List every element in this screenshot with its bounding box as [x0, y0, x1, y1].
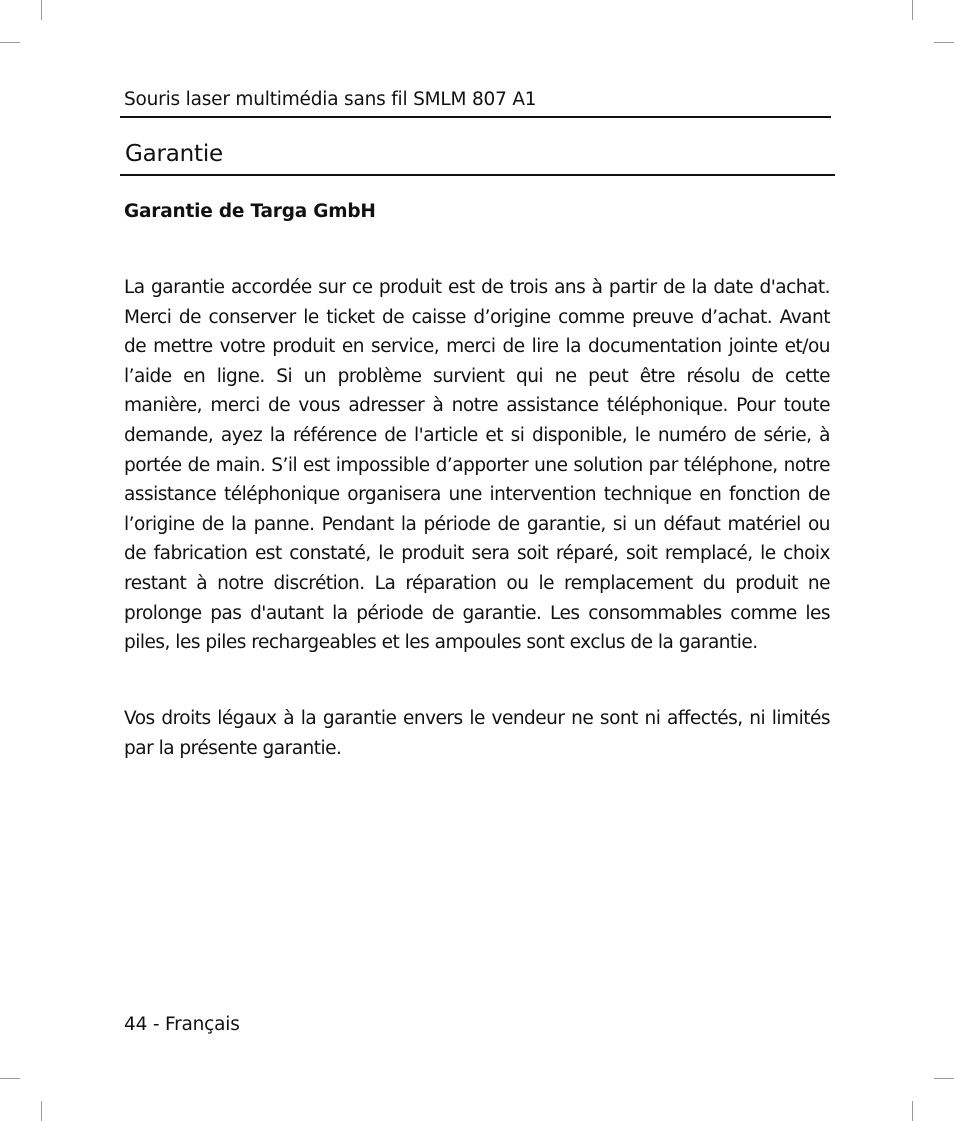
- paragraph-line: Vos droits légaux à la garantie envers le vendeur ne sont ni affectés, ni limités: [124, 708, 830, 729]
- paragraph-line: l’origine de la panne. Pendant la période de garantie, si un défaut matériel ou: [124, 513, 830, 535]
- paragraph-line: portée de main. S’il est impossible d’apporter une solution par téléphone, notre: [124, 454, 830, 476]
- crop-mark-top-right-horizontal: [934, 42, 954, 43]
- crop-mark-top-left-vertical: [41, 0, 42, 20]
- paragraph-line: l’aide en ligne. Si un problème survient qui ne peut être résolu de cette: [124, 365, 830, 387]
- paragraph-line: assistance téléphonique organisera une intervention technique en fonction de: [124, 484, 830, 506]
- paragraph-line: Merci de conserver le ticket de caisse d’origine comme preuve d’achat. Avant: [124, 306, 830, 328]
- header-rule: [120, 116, 831, 118]
- page-footer: 44 - Français: [124, 1014, 240, 1035]
- section-rule: [120, 174, 835, 176]
- section-title: Garantie: [125, 141, 224, 167]
- paragraph-line: piles, les piles rechargeables et les ampoules sont exclus de la garantie.: [124, 632, 758, 654]
- paragraph-line: La garantie accordée sur ce produit est de trois ans à partir de la date d'achat.: [124, 277, 830, 298]
- paragraph-line: restant à notre discrétion. La réparation ou le remplacement du produit ne: [124, 572, 830, 594]
- paragraph-warranty-terms: [124, 273, 830, 658]
- paragraph-line: prolonge pas d'autant la période de garantie. Les consommables comme les: [124, 602, 830, 624]
- crop-mark-bottom-left-horizontal: [0, 1078, 20, 1079]
- paragraph-line: de fabrication est constaté, le produit sera soit réparé, soit remplacé, le choix: [124, 543, 830, 565]
- paragraph-legal-rights: [124, 704, 830, 763]
- paragraph-line: demande, ayez la référence de l'article et si disponible, le numéro de série, à: [124, 424, 830, 446]
- paragraph-line: manière, merci de vous adresser à notre assistance téléphonique. Pour toute: [124, 395, 830, 417]
- crop-mark-top-right-vertical: [912, 0, 913, 20]
- running-header: Souris laser multimédia sans fil SMLM 807 A1: [124, 89, 537, 110]
- crop-mark-bottom-right-vertical: [912, 1101, 913, 1121]
- paragraph-line: par la présente garantie.: [124, 737, 342, 759]
- crop-mark-top-left-horizontal: [0, 42, 20, 43]
- crop-mark-bottom-right-horizontal: [934, 1078, 954, 1079]
- paragraph-line: de mettre votre produit en service, merci de lire la documentation jointe et/ou: [124, 336, 830, 358]
- crop-mark-bottom-left-vertical: [41, 1101, 42, 1121]
- subsection-title: Garantie de Targa GmbH: [124, 201, 376, 222]
